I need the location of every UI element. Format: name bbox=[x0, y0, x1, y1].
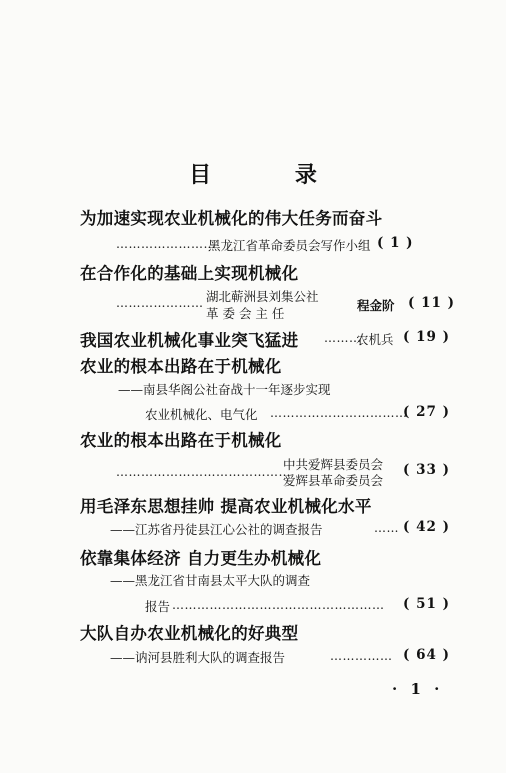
toc-entry-2-page: ( 11 ) bbox=[408, 295, 455, 311]
toc-entry-7-page: ( 51 ) bbox=[403, 596, 450, 612]
toc-entry-2-title: 在合作化的基础上实现机械化 bbox=[80, 264, 299, 283]
page-number: · 1 · bbox=[392, 680, 444, 698]
toc-entry-4-leader: …………………………… bbox=[270, 406, 408, 420]
toc-entry-8-subtitle-line1: ——讷河县胜利大队的调查报告 bbox=[110, 650, 286, 665]
toc-entry-3-author: 农机兵 bbox=[356, 332, 394, 347]
toc-entry-1-title: 为加速实现农业机械化的伟大任务而奋斗 bbox=[80, 209, 383, 228]
toc-entry-6-title: 用毛泽东思想挂帅 提高农业机械化水平 bbox=[80, 497, 372, 516]
toc-entry-8-leader: …………… bbox=[330, 649, 393, 663]
toc-entry-2-author-line2: 革 委 会 主 任 bbox=[206, 306, 285, 321]
toc-entry-6-leader: …… bbox=[374, 521, 399, 535]
toc-entry-1-leader: …………………… bbox=[116, 237, 216, 251]
toc-entry-5-author-line2: 爱辉县革命委员会 bbox=[283, 473, 384, 488]
toc-entry-3-title: 我国农业机械化事业突飞猛进 bbox=[80, 331, 299, 350]
toc-entry-6-subtitle-line1: ——江苏省丹徒县江心公社的调查报告 bbox=[110, 522, 323, 537]
toc-entry-3-page: ( 19 ) bbox=[403, 329, 450, 345]
toc-entry-4-subtitle-line1: ——南县华阁公社奋战十一年逐步实现 bbox=[118, 382, 331, 397]
toc-entry-1-author: 黑龙江省革命委员会写作小组 bbox=[208, 238, 371, 253]
toc-entry-8-title: 大队自办农业机械化的好典型 bbox=[80, 624, 299, 643]
toc-entry-3-leader: ……… bbox=[324, 331, 362, 345]
toc-entry-4-page: ( 27 ) bbox=[403, 404, 450, 420]
toc-entry-8-page: ( 64 ) bbox=[403, 647, 450, 663]
toc-entry-6-page: ( 42 ) bbox=[403, 519, 450, 535]
toc-title: 目 录 bbox=[189, 162, 355, 188]
toc-entry-1-page: ( 1 ) bbox=[377, 235, 414, 251]
toc-entry-2-author-name: 程金阶 bbox=[357, 298, 395, 313]
toc-entry-5-leader: …………………………………… bbox=[116, 465, 291, 479]
toc-entry-4-title: 农业的根本出路在于机械化 bbox=[80, 357, 282, 376]
toc-entry-5-title: 农业的根本出路在于机械化 bbox=[80, 431, 282, 450]
toc-entry-4-subtitle-line2: 农业机械化、电气化 bbox=[145, 407, 258, 422]
toc-entry-5-page: ( 33 ) bbox=[403, 462, 450, 478]
toc-entry-7-leader: …………………………………………… bbox=[172, 598, 385, 612]
toc-entry-2-leader: ………………… bbox=[116, 296, 204, 310]
toc-entry-7-subtitle-line1: ——黑龙江省甘南县太平大队的调查 bbox=[110, 573, 311, 588]
toc-entry-2-author-line1: 湖北蕲洲县刘集公社 bbox=[206, 289, 319, 304]
toc-entry-5-author-line1: 中共爱辉县委员会 bbox=[283, 457, 384, 472]
toc-entry-7-title: 依靠集体经济 自力更生办机械化 bbox=[80, 549, 322, 568]
toc-entry-7-subtitle-line2: 报告 bbox=[145, 599, 171, 614]
